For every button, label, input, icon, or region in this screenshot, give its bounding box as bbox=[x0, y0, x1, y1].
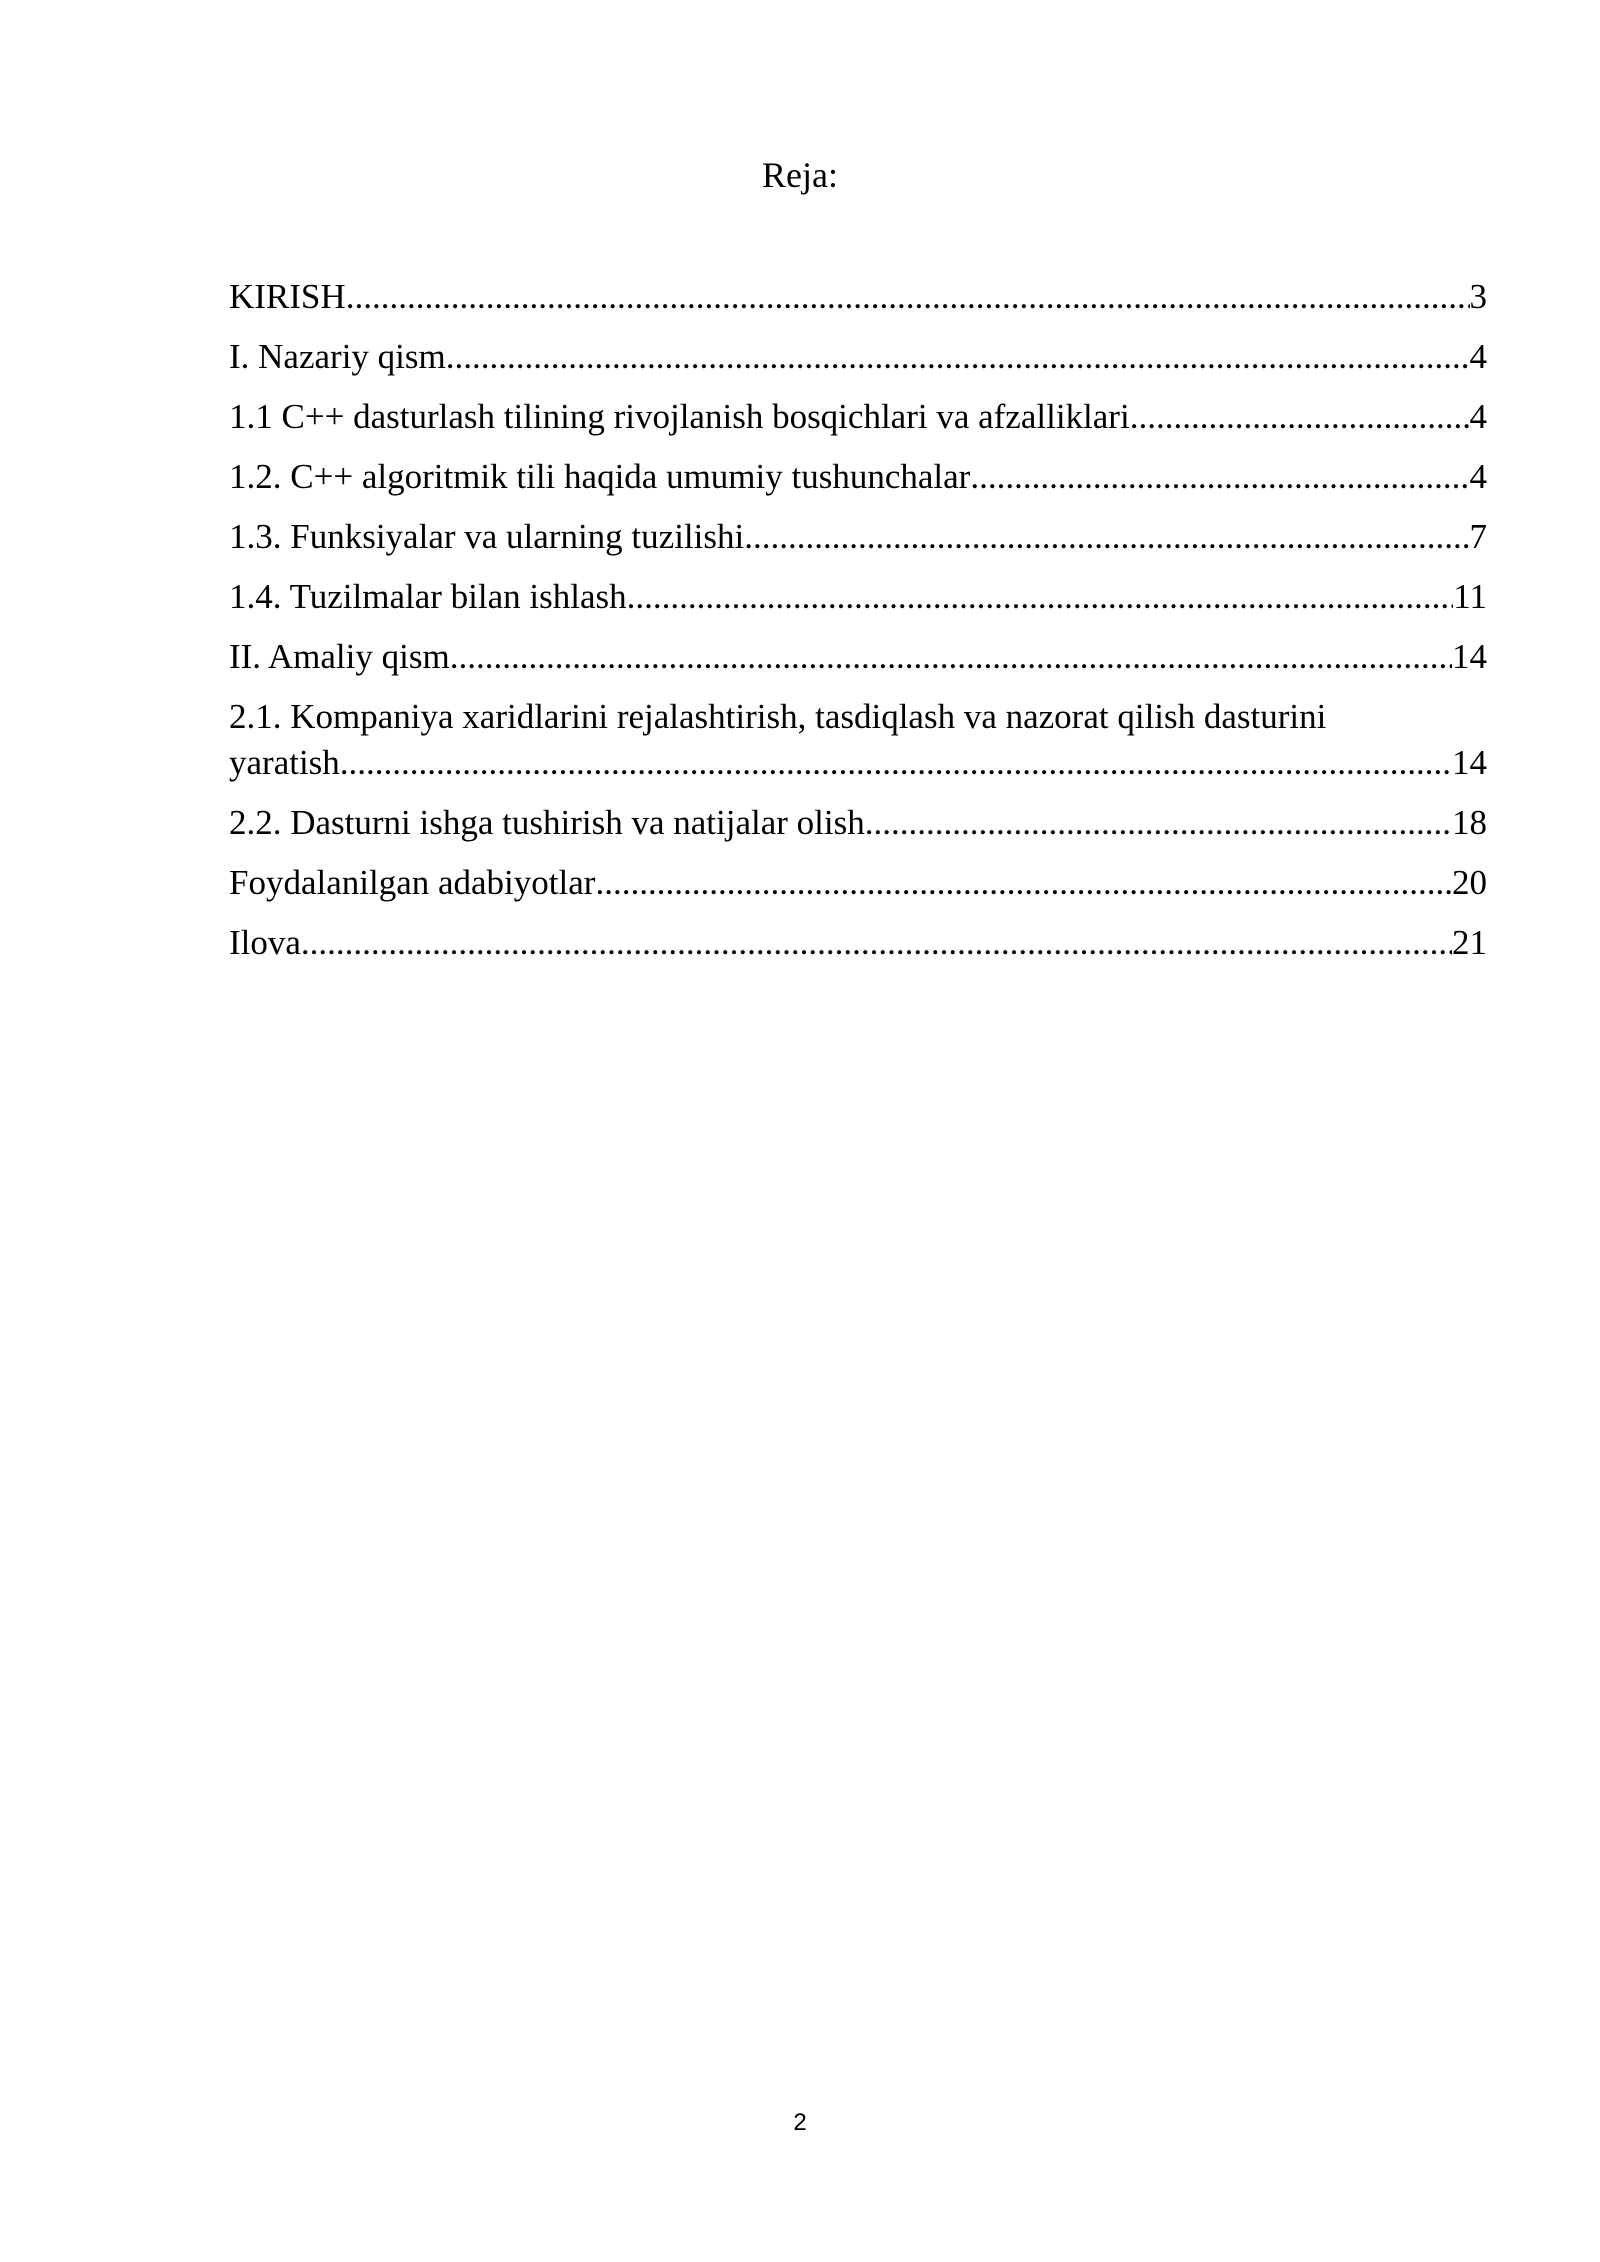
page-number-footer: 2 bbox=[793, 2109, 807, 2136]
toc-page-number: 3 bbox=[1469, 277, 1487, 316]
toc-entry-nazariy-qism[interactable] bbox=[229, 334, 1487, 380]
toc-page-number: 11 bbox=[1453, 577, 1487, 616]
toc-page-number: 4 bbox=[1469, 337, 1487, 376]
toc-entry-text: 2.2. Dasturni ishga tushirish va natijalar olish bbox=[229, 803, 865, 842]
toc-leader-dots bbox=[595, 860, 1452, 906]
toc-entry-amaliy-qism[interactable] bbox=[229, 634, 1487, 680]
toc-leader-dots bbox=[865, 800, 1452, 846]
toc-entry-adabiyotlar[interactable] bbox=[229, 860, 1487, 906]
table-of-contents bbox=[229, 274, 1487, 980]
toc-page-number: 4 bbox=[1469, 457, 1487, 496]
toc-leader-dots bbox=[450, 634, 1452, 680]
toc-leader-dots bbox=[340, 740, 1452, 786]
toc-entry-text: Foydalanilgan adabiyotlar bbox=[229, 863, 596, 902]
toc-entry-text: Ilova bbox=[229, 923, 301, 962]
toc-page-number: 18 bbox=[1452, 803, 1487, 842]
toc-entry-text: 1.4. Tuzilmalar bilan ishlash bbox=[229, 577, 627, 616]
toc-page-number: 4 bbox=[1469, 397, 1487, 436]
toc-leader-dots bbox=[970, 454, 1469, 500]
toc-leader-dots bbox=[446, 334, 1470, 380]
toc-leader-dots bbox=[346, 274, 1470, 320]
toc-leader-dots bbox=[744, 514, 1469, 560]
toc-leader-dots bbox=[301, 920, 1452, 966]
toc-entry-1-1[interactable] bbox=[229, 394, 1487, 440]
toc-entry-2-2[interactable] bbox=[229, 800, 1487, 846]
toc-entry-1-4[interactable] bbox=[229, 574, 1487, 620]
toc-page-number: 21 bbox=[1452, 923, 1487, 962]
toc-entry-text: 1.3. Funksiyalar va ularning tuzilishi bbox=[229, 517, 745, 556]
toc-entry-text: 2.1. Kompaniya xaridlarini rejalashtirish, tasdiqlash va nazorat qilish dasturini bbox=[229, 697, 1327, 736]
page-title: Reja: bbox=[762, 155, 838, 195]
toc-entry-text: II. Amaliy qism bbox=[229, 637, 450, 676]
toc-entry-ilova[interactable] bbox=[229, 920, 1487, 966]
toc-entry-kirish[interactable] bbox=[229, 274, 1487, 320]
toc-entry-1-2[interactable] bbox=[229, 454, 1487, 500]
toc-leader-dots bbox=[1130, 394, 1470, 440]
toc-page-number: 14 bbox=[1452, 637, 1487, 676]
toc-entry-text: I. Nazariy qism bbox=[229, 337, 446, 376]
toc-leader-dots bbox=[627, 574, 1454, 620]
toc-page-number: 14 bbox=[1452, 743, 1487, 782]
toc-entry-1-3[interactable] bbox=[229, 514, 1487, 560]
toc-entry-text: 1.2. C++ algoritmik tili haqida umumiy tushunchalar bbox=[229, 457, 971, 496]
toc-entry-continuation bbox=[229, 740, 1487, 786]
toc-page-number: 7 bbox=[1469, 517, 1487, 556]
toc-entry-text: KIRISH bbox=[229, 277, 346, 316]
toc-entry-text: yaratish bbox=[229, 743, 340, 782]
toc-page-number: 20 bbox=[1452, 863, 1487, 902]
toc-entry-2-1[interactable] bbox=[229, 694, 1487, 786]
toc-entry-text: 1.1 C++ dasturlash tilining rivojlanish bosqichlari va afzalliklari bbox=[229, 397, 1130, 436]
